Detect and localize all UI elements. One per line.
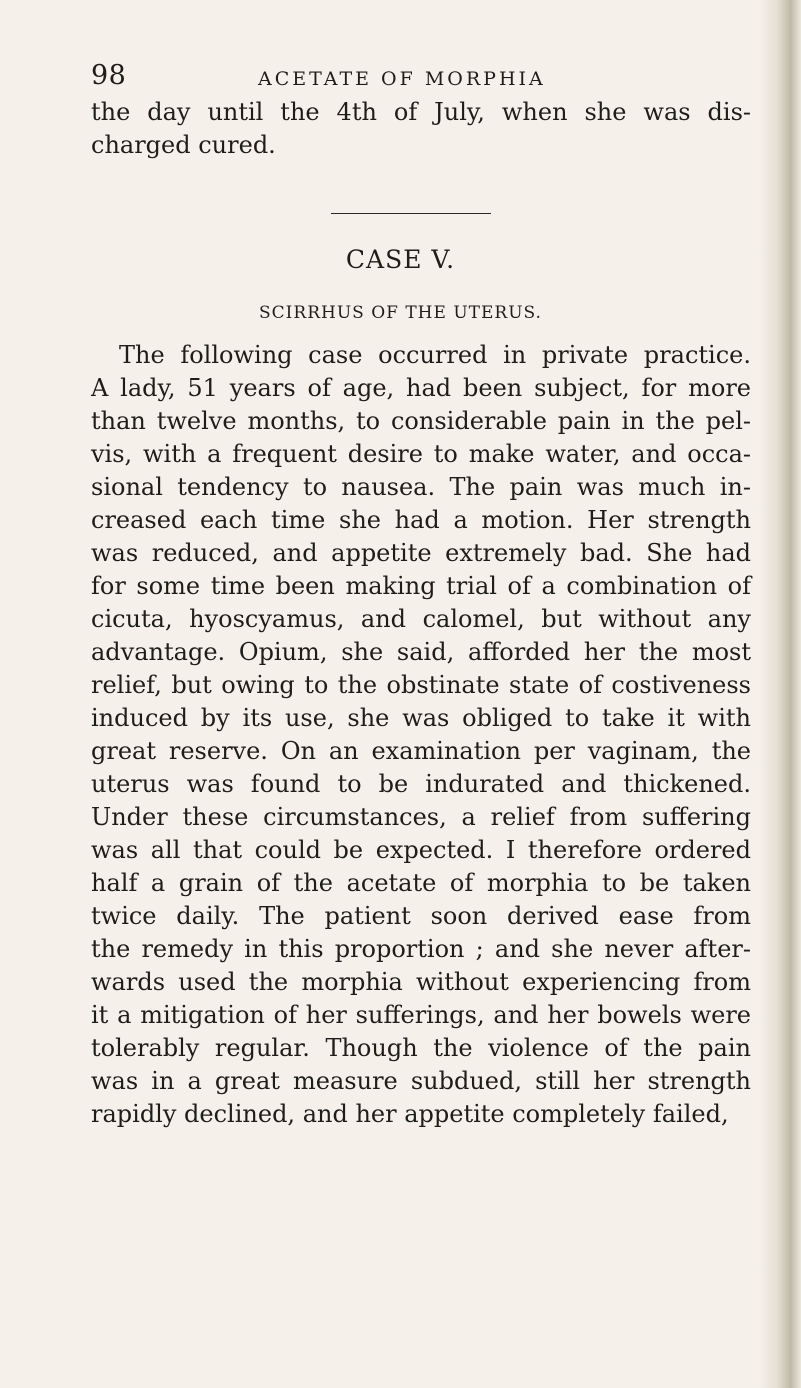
lead-paragraph (91, 96, 751, 162)
text-line: twice daily. The patient soon derived ease from (91, 902, 751, 930)
text-line: uterus was found to be indurated and thickened. (91, 770, 751, 798)
running-head: ACETATE OF MORPHIA (258, 68, 546, 90)
text-line: relief, but owing to the obstinate state of costiveness (91, 671, 751, 699)
text-line: was in a great measure subdued, still her strength (91, 1067, 751, 1095)
text-line: for some time been making trial of a combination of (91, 572, 751, 600)
text-line: A lady, 51 years of age, had been subject, for more (91, 374, 751, 402)
text-line: the day until the 4th of July, when she was dis- (91, 98, 751, 126)
case-heading: CASE V. (345, 245, 456, 274)
text-line: induced by its use, she was obliged to take it with (91, 704, 751, 732)
text-line: half a grain of the acetate of morphia to be taken (91, 869, 751, 897)
text-line: advantage. Opium, she said, afforded her the most (91, 638, 751, 666)
text-line: than twelve months, to considerable pain in the pel- (91, 407, 751, 435)
text-line: great reserve. On an examination per vaginam, the (91, 737, 751, 765)
text-line: The following case occurred in private practice. (119, 341, 751, 369)
text-line: was all that could be expected. I therefore ordered (91, 836, 751, 864)
text-line: was reduced, and appetite extremely bad. She had (91, 539, 751, 567)
main-paragraph (91, 339, 751, 1131)
text-line: it a mitigation of her sufferings, and her bowels were (91, 1001, 751, 1029)
page-edge-shadow (759, 0, 801, 1388)
section-divider (331, 213, 491, 214)
text-line: tolerably regular. Though the violence of the pain (91, 1034, 751, 1062)
page-number: 98 (91, 60, 127, 91)
text-line: rapidly declined, and her appetite completely failed, (91, 1100, 729, 1128)
text-line: the remedy in this proportion ; and she never after- (91, 935, 751, 963)
text-line: vis, with a frequent desire to make water, and occa- (91, 440, 751, 468)
text-line: wards used the morphia without experiencing from (91, 968, 751, 996)
text-line: creased each time she had a motion. Her strength (91, 506, 751, 534)
text-line: sional tendency to nausea. The pain was much in- (91, 473, 751, 501)
text-line: Under these circumstances, a relief from suffering (91, 803, 751, 831)
text-line: charged cured. (91, 131, 276, 159)
case-subheading: SCIRRHUS OF THE UTERUS. (259, 303, 542, 323)
text-line: cicuta, hyoscyamus, and calomel, but without any (91, 605, 751, 633)
